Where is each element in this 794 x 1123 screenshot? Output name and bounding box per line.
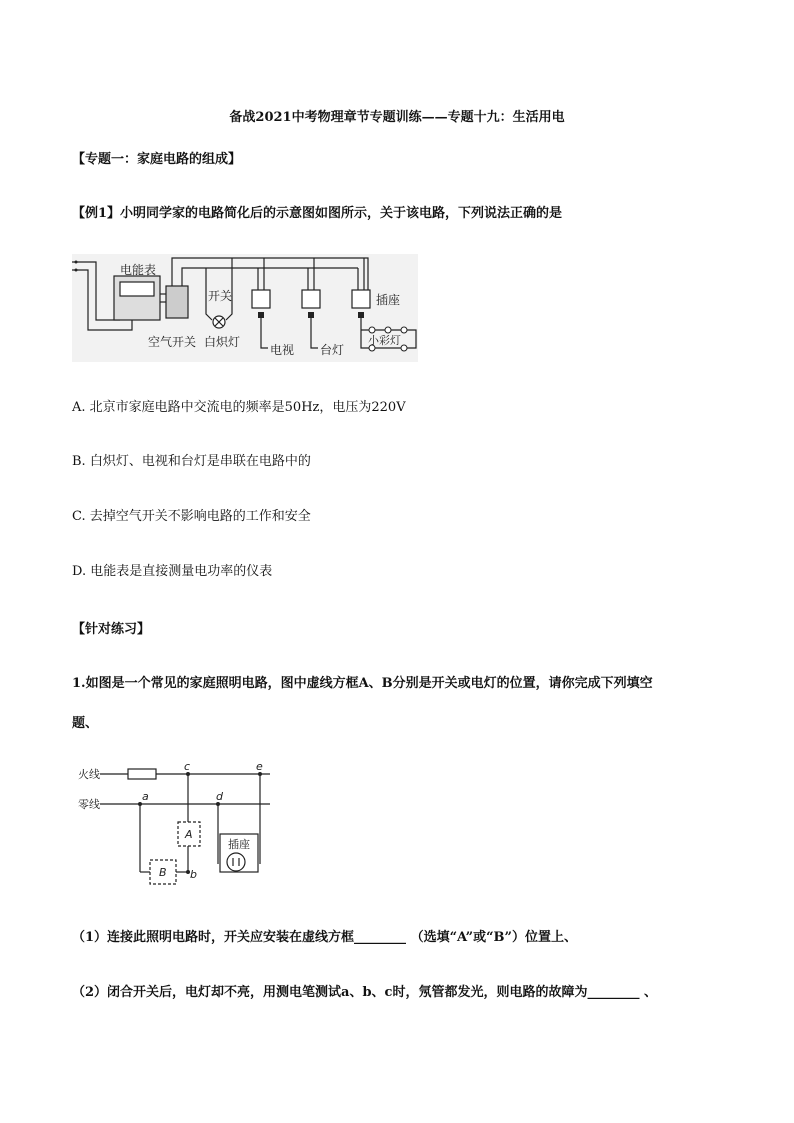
question-1-line-2: 题、 bbox=[72, 716, 99, 731]
desk-lamp-label: 台灯 bbox=[320, 343, 345, 357]
option-d: D. 电能表是直接测量电功率的仪表 bbox=[72, 564, 273, 579]
option-a: A. 北京市家庭电路中交流电的频率是50Hz，电压为220V bbox=[72, 400, 406, 415]
tv-label: 电视 bbox=[270, 343, 295, 357]
node-c-label: c bbox=[184, 760, 191, 773]
household-circuit-figure bbox=[72, 254, 418, 362]
node-a-label: a bbox=[142, 790, 149, 803]
lighting-circuit-figure bbox=[74, 760, 274, 888]
page-title: 备战2021中考物理章节专题训练——专题十九：生活用电 bbox=[229, 110, 565, 125]
box-a-label: A bbox=[185, 828, 193, 841]
example-tag: 【例1】 bbox=[72, 206, 121, 221]
node-d-label: d bbox=[216, 790, 223, 803]
example-label bbox=[72, 206, 562, 222]
node-b-label: b bbox=[190, 868, 197, 881]
socket-label: 插座 bbox=[376, 293, 401, 307]
section-heading: 【专题一：家庭电路的组成】 bbox=[72, 152, 242, 167]
switch-label: 开关 bbox=[208, 289, 233, 303]
air-switch-label: 空气开关 bbox=[148, 335, 197, 349]
option-b: B. 白炽灯、电视和台灯是串联在电路中的 bbox=[72, 454, 311, 469]
small-lights-label: 小彩灯 bbox=[368, 334, 401, 347]
practice-heading: 【针对练习】 bbox=[72, 622, 151, 637]
incandescent-label: 白炽灯 bbox=[204, 335, 241, 349]
sub-question-2: （2）闭合开关后，电灯却不亮，用测电笔测试a、b、c时，氖管都发光，则电路的故障为________ 、 bbox=[72, 985, 658, 1000]
meter-label: 电能表 bbox=[120, 263, 157, 277]
option-c: C. 去掉空气开关不影响电路的工作和安全 bbox=[72, 509, 311, 524]
box-b-label: B bbox=[159, 866, 167, 879]
example-question: 小明同学家的电路简化后的示意图如图所示，关于该电路，下列说法正确的是 bbox=[120, 206, 563, 221]
sub-question-1: （1）连接此照明电路时，开关应安装在虚线方框________ （选填“A”或“B”）位置上、 bbox=[72, 930, 578, 945]
question-1-line-1: 1.如图是一个常见的家庭照明电路，图中虚线方框A、B分别是开关或电灯的位置，请你完成下列填空 bbox=[72, 676, 653, 691]
socket-label-2: 插座 bbox=[228, 838, 250, 851]
node-e-label: e bbox=[256, 760, 263, 773]
neutral-wire-label: 零线 bbox=[78, 798, 100, 811]
live-wire-label: 火线 bbox=[78, 768, 100, 781]
